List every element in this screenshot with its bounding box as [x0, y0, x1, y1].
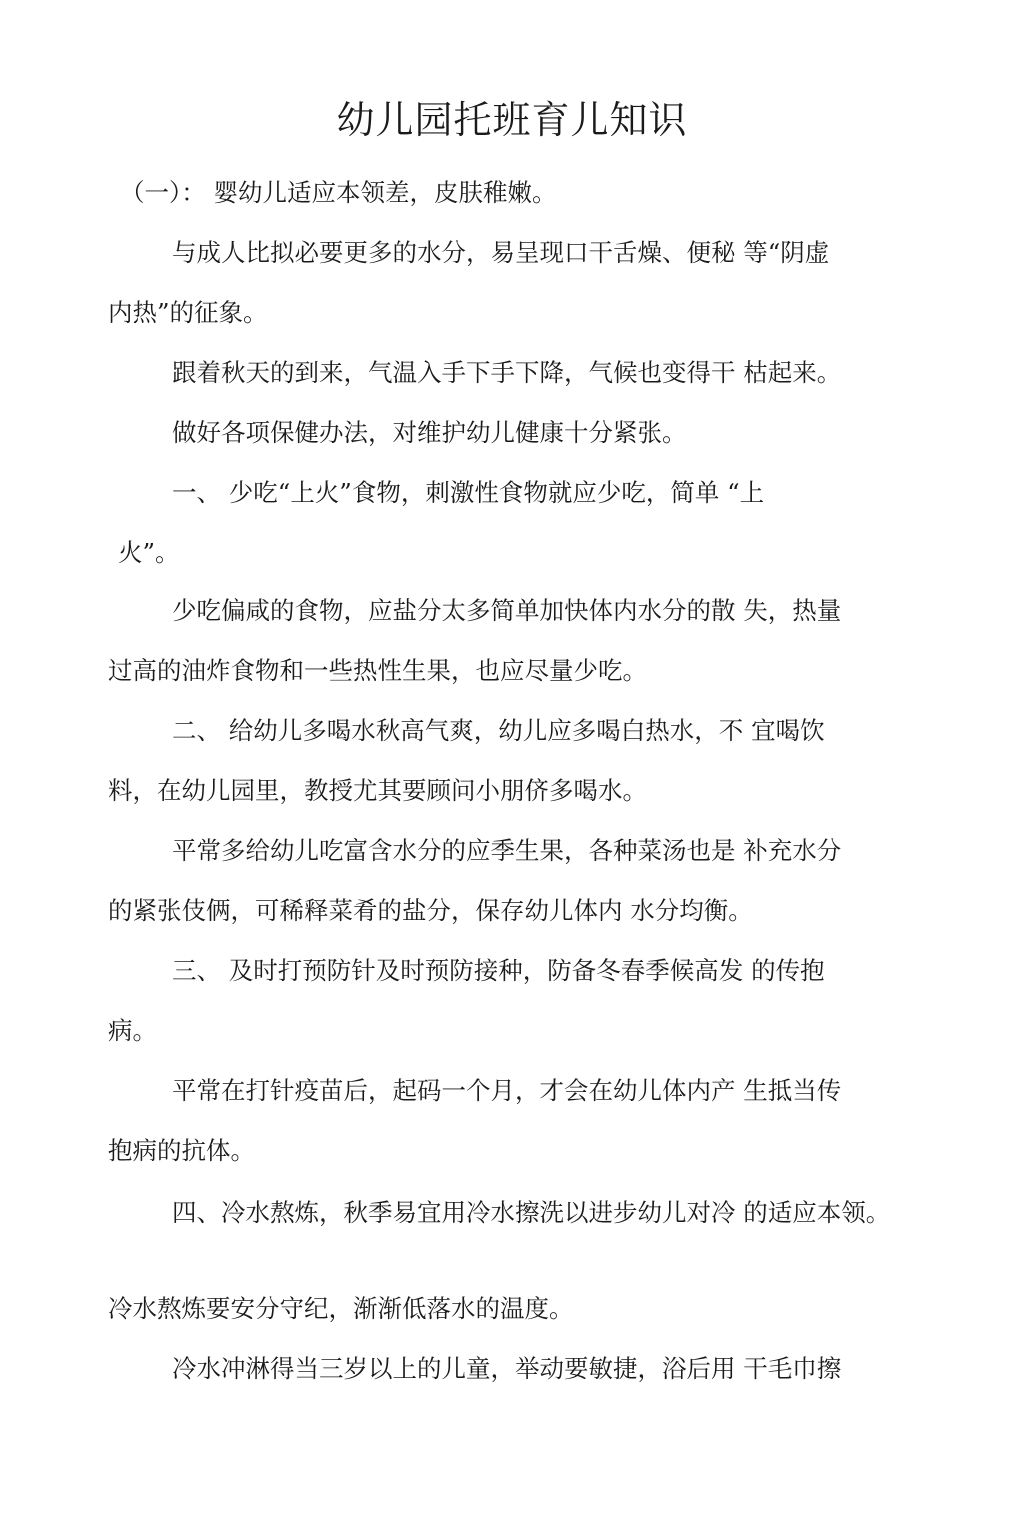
- text-line: （一）： 婴幼儿适应本领差，皮肤稚嫩。: [120, 178, 557, 207]
- document-title: 幼儿园托班育儿知识: [336, 98, 688, 142]
- text-line: 平常在打针疫苗后，起码一个月，才会在幼儿体内产 生抵当传: [172, 1076, 842, 1105]
- text-line: 冷水冲淋得当三岁以上的儿童，举动要敏捷，浴后用 干毛巾擦: [172, 1354, 842, 1383]
- text-line: 冷水熬炼要安分守纪，渐渐低落水的温度。: [108, 1294, 574, 1323]
- text-line: 的紧张伎俩，可稀释菜肴的盐分，保存幼儿体内 水分均衡。: [108, 896, 753, 925]
- text-line: 内热”的征象。: [108, 298, 268, 327]
- text-line: 抱病的抗体。: [108, 1136, 255, 1165]
- text-line: 料，在幼儿园里，教授尤其要顾问小朋侪多喝水。: [108, 776, 647, 805]
- text-line: 病。: [108, 1016, 157, 1045]
- text-line: 二、 给幼儿多喝水秋高气爽，幼儿应多喝白热水，不 宜喝饮: [172, 716, 825, 745]
- text-line: 四、冷水熬炼，秋季易宜用冷水擦洗以进步幼儿对冷 的适应本领。: [172, 1198, 891, 1227]
- text-line: 做好各项保健办法，对维护幼儿健康十分紧张。: [172, 418, 687, 447]
- text-line: 平常多给幼儿吃富含水分的应季生果，各种菜汤也是 补充水分: [172, 836, 842, 865]
- text-line: 少吃偏咸的食物，应盐分太多简单加快体内水分的散 失，热量: [172, 596, 842, 625]
- text-line: 跟着秋天的到来，气温入手下手下降，气候也变得干 枯起来。: [172, 358, 842, 387]
- text-line: 一、 少吃“上火”食物，刺激性食物就应少吃，简单 “上: [172, 478, 765, 507]
- text-line: 三、 及时打预防针及时预防接种，防备冬春季候高发 的传抱: [172, 956, 825, 985]
- text-line: 火”。: [118, 538, 180, 567]
- text-line: 与成人比拟必要更多的水分，易呈现口干舌燥、便秘 等“阴虚: [172, 238, 830, 267]
- text-line: 过高的油炸食物和一些热性生果，也应尽量少吃。: [108, 656, 647, 685]
